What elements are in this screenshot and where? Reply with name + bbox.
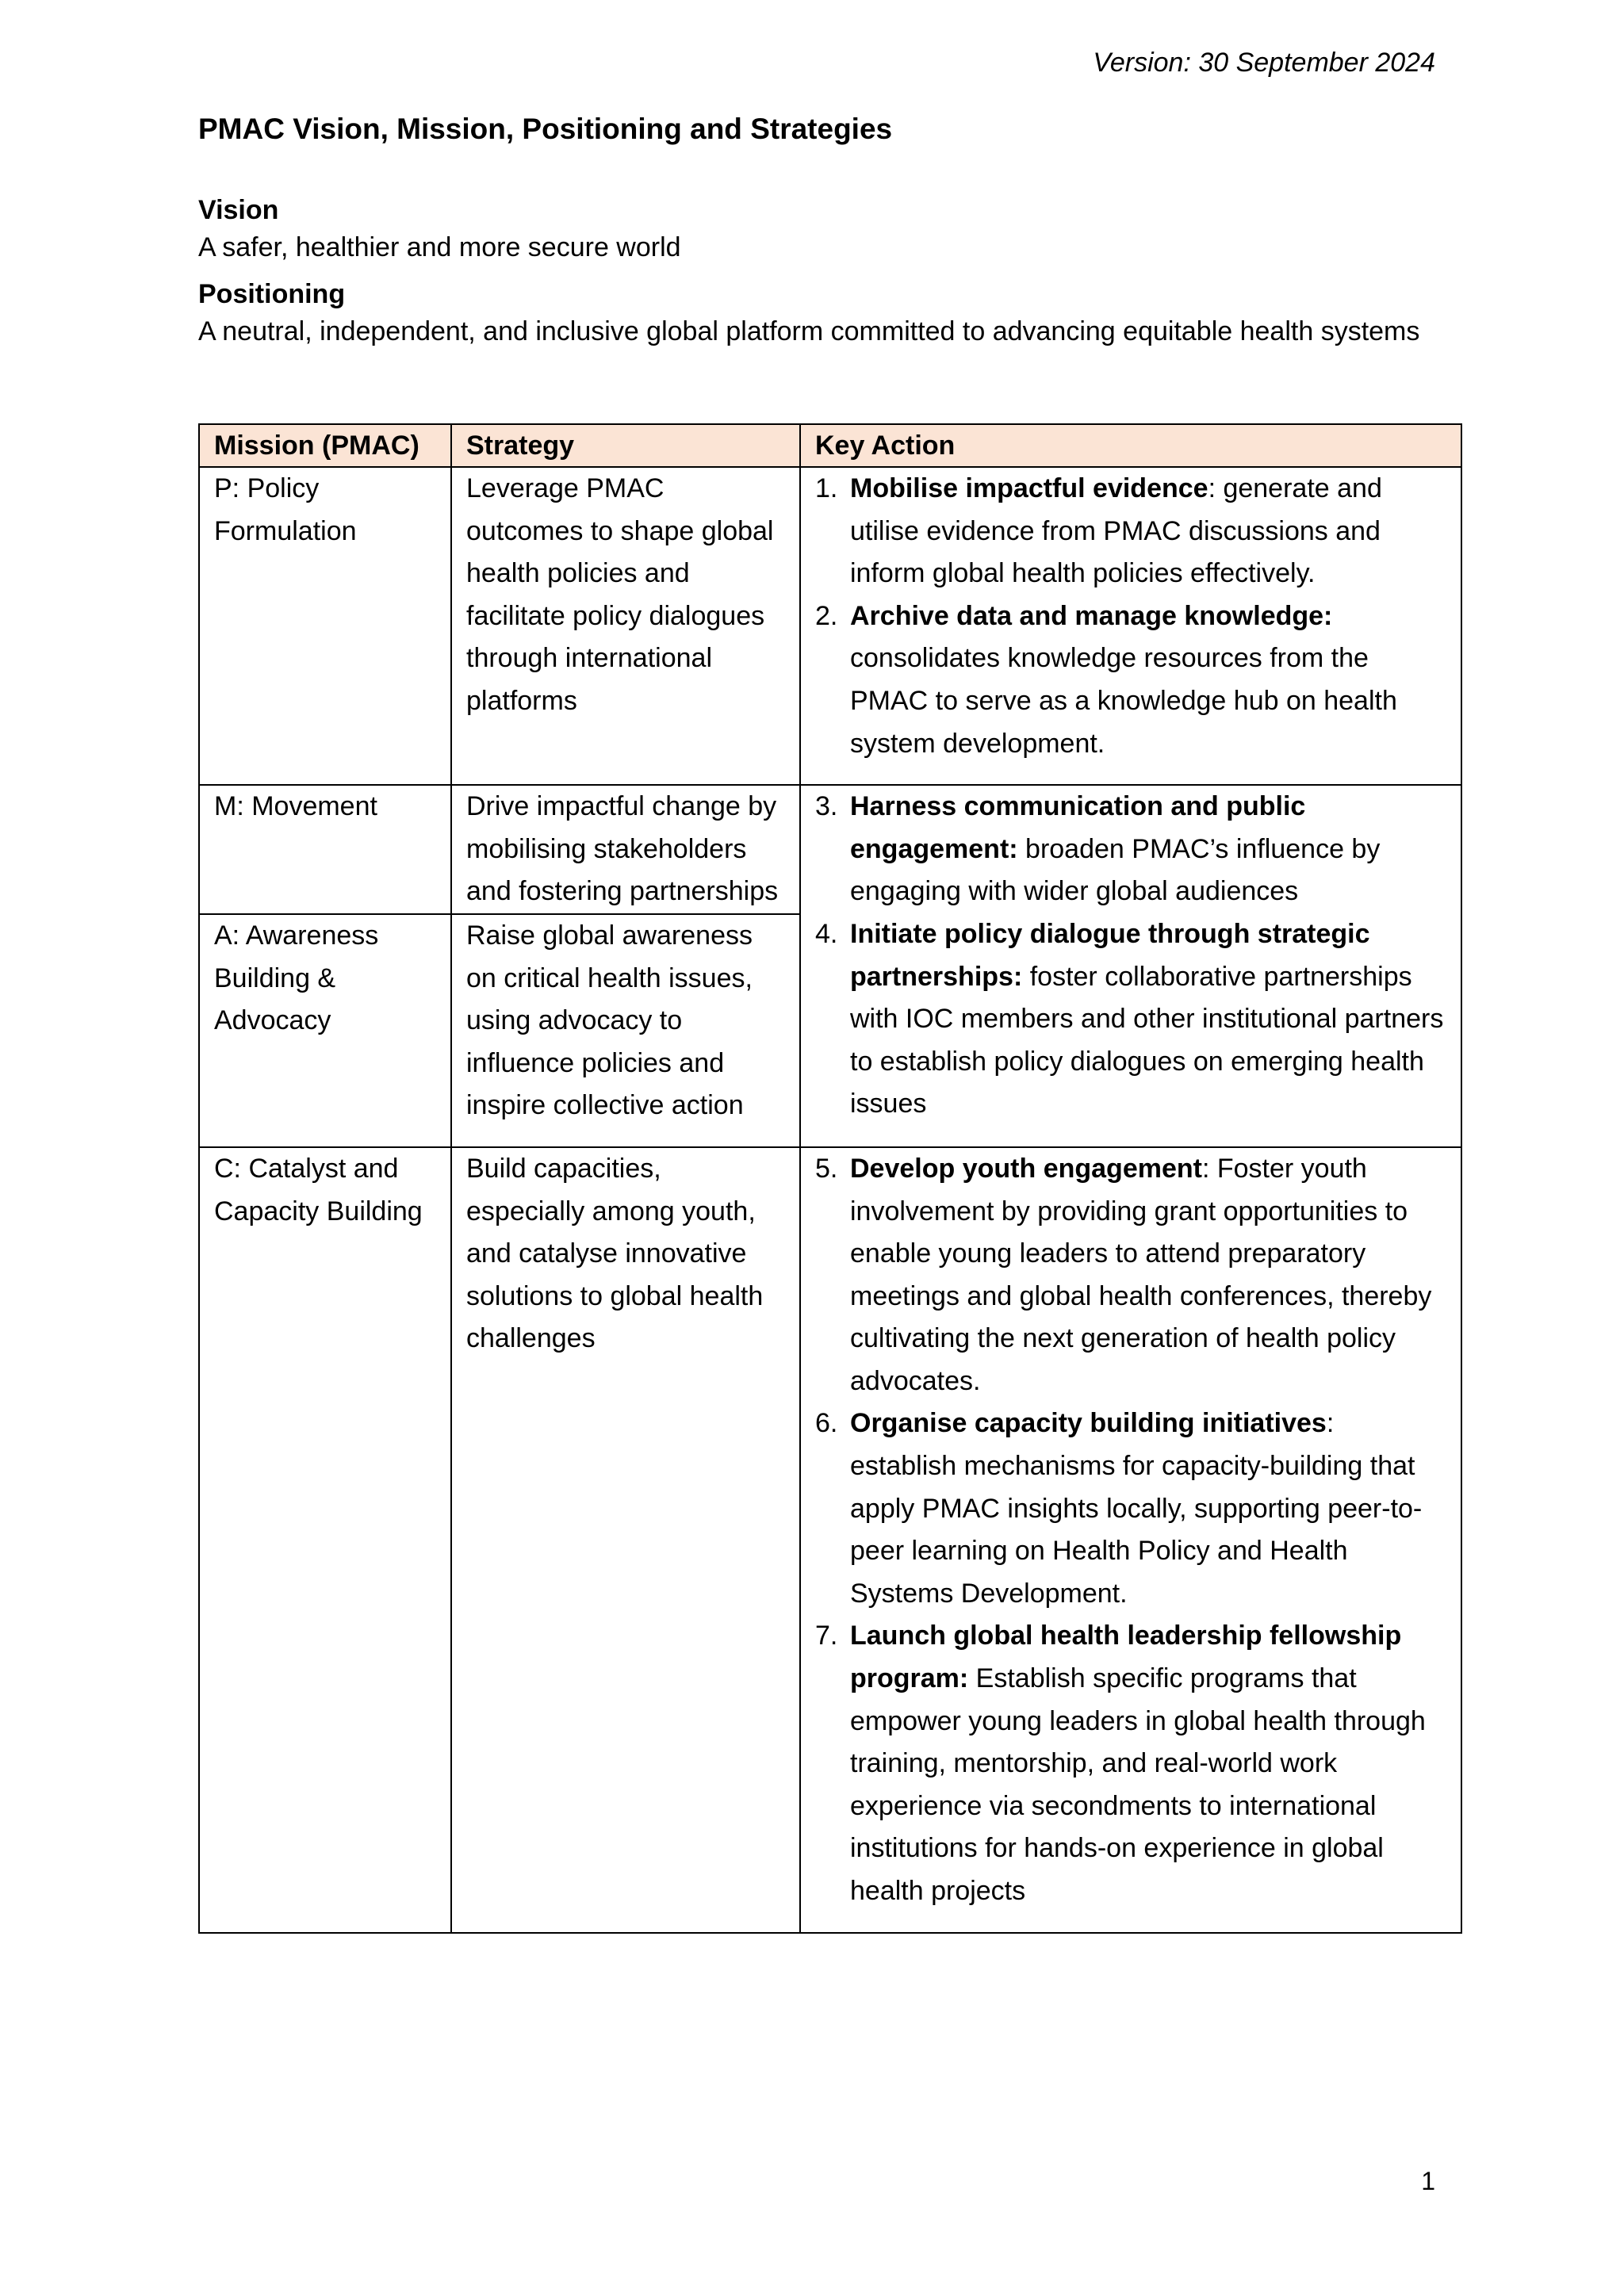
mission-cell: M: Movement [199,785,451,914]
strategy-cell: Drive impactful change by mobilising stakeholders and fostering partnerships [451,785,800,914]
positioning-section [198,276,1435,350]
key-action-cell [800,785,1461,1147]
vision-text: A safer, healthier and more secure world [198,232,681,262]
mission-strategy-table [198,423,1462,1934]
vision-heading: Vision [198,195,279,225]
action-item [815,595,1446,765]
action-number: 1. [815,473,838,503]
action-number: 5. [815,1153,838,1184]
action-title: Archive data and manage knowledge: [850,600,1333,631]
action-text: : Foster youth involvement by providing grant opportunities to enable young leaders to attend preparatory meetings and global health conferences, thereby cultivating the next generation of health policy advocates. [850,1153,1432,1396]
action-title: Initiate policy dialogue through strategic partnerships: [850,918,1370,992]
action-text: broaden PMAC’s influence by engaging with wider global audiences [850,833,1381,907]
action-title: Launch global health leadership fellowship program: [850,1621,1402,1694]
vision-section [198,192,1435,266]
action-title: Mobilise impactful evidence [850,473,1208,503]
action-item [815,913,1446,1126]
action-text: : establish mechanisms for capacity-building that apply PMAC insights locally, supporting peer-to-peer learning on Health Policy and Health Systems Development. [850,1408,1423,1609]
action-title: Harness communication and public engagement: [850,791,1306,864]
table-row [199,785,1461,914]
action-text: consolidates knowledge resources from the PMAC to serve as a knowledge hub on health system development. [850,643,1397,759]
action-title: Organise capacity building initiatives [850,1408,1327,1439]
action-item [815,1148,1446,1403]
version-date: Version: 30 September 2024 [1093,48,1435,78]
action-number: 7. [815,1621,838,1651]
action-item [815,786,1446,913]
action-item [815,1615,1446,1912]
mission-cell: P: Policy Formulation [199,467,451,785]
strategy-cell: Build capacities, especially among youth, and catalyse innovative solutions to global health challenges [451,1147,800,1933]
action-item [815,468,1446,595]
mission-cell: A: Awareness Building & Advocacy [199,914,451,1147]
action-number: 2. [815,600,838,631]
action-text: foster collaborative partnerships with IOC members and other institutional partners to establish policy dialogues on emerging health issues [850,961,1444,1119]
action-text: : generate and utilise evidence from PMAC discussions and inform global health policies effectively. [850,473,1382,589]
strategy-cell: Raise global awareness on critical health issues, using advocacy to influence policies and inspire collective action [451,914,800,1147]
key-action-cell [800,467,1461,785]
page-title: PMAC Vision, Mission, Positioning and Strategies [198,113,893,145]
header-mission: Mission (PMAC) [199,424,451,467]
table-header-row [199,424,1461,467]
action-text: Establish specific programs that empower young leaders in global health through training, mentorship, and real-world work experience via secondments to international institutions for hands-on experience in global health projects [850,1663,1426,1906]
action-number: 6. [815,1408,838,1439]
action-number: 4. [815,918,838,949]
header-key-action: Key Action [800,424,1461,467]
action-item [815,1402,1446,1615]
action-title: Develop youth engagement [850,1153,1202,1184]
key-action-cell [800,1147,1461,1933]
positioning-heading: Positioning [198,279,346,309]
mission-cell: C: Catalyst and Capacity Building [199,1147,451,1933]
table-row [199,1147,1461,1933]
positioning-text: A neutral, independent, and inclusive global platform committed to advancing equitable health systems [198,316,1420,346]
page-number: 1 [1421,2167,1435,2195]
table-row [199,467,1461,785]
strategy-cell: Leverage PMAC outcomes to shape global health policies and facilitate policy dialogues through international platforms [451,467,800,785]
action-number: 3. [815,791,838,822]
header-strategy: Strategy [451,424,800,467]
